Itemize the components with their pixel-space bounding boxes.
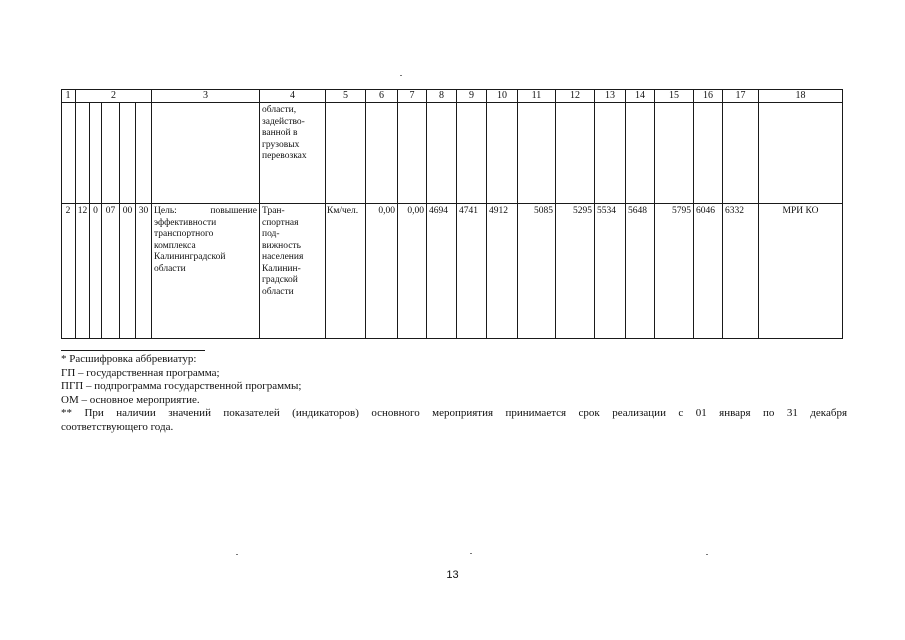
header-cell-8: 8 [427, 89, 457, 103]
scan-speck [236, 554, 238, 555]
r2-value-cell-14: 5648 [626, 204, 655, 339]
r1-indicator-cell: области, задейство- ванной в грузовых перевозках [260, 103, 326, 204]
r2-value-cell-7: 0,00 [398, 204, 427, 339]
header-cell-18: 18 [759, 89, 843, 103]
footnote-pgp: ПГП – подпрограмма государственной программы; [61, 380, 302, 393]
header-cell-2: 2 [76, 89, 152, 103]
r2-value-cell-11: 5085 [518, 204, 556, 339]
r2-value-cell-8: 4694 [427, 204, 457, 339]
r1-code-cell-5 [120, 103, 136, 204]
r1-cell-11 [518, 103, 556, 204]
r1-cell-17 [723, 103, 759, 204]
r1-cell-15 [655, 103, 694, 204]
r1-code-cell-4 [102, 103, 120, 204]
r2-code-cell-2: 12 [76, 204, 90, 339]
r2-value-cell-13: 5534 [595, 204, 626, 339]
scan-speck [706, 554, 708, 555]
r2-value-cell-17: 6332 [723, 204, 759, 339]
indicators-table [61, 89, 843, 339]
r1-cell-8 [427, 103, 457, 204]
header-cell-13: 13 [595, 89, 626, 103]
header-cell-7: 7 [398, 89, 427, 103]
footnote-title: * Расшифровка аббревиатур: [61, 353, 197, 365]
r1-cell-5 [326, 103, 366, 204]
r2-code-cell-6: 30 [136, 204, 152, 339]
footnote-period-line2: соответствующего года. [61, 420, 174, 433]
header-cell-4: 4 [260, 89, 326, 103]
r1-code-cell-6 [136, 103, 152, 204]
r2-code-cell-1: 2 [61, 204, 76, 339]
header-cell-10: 10 [487, 89, 518, 103]
r1-cell-16 [694, 103, 723, 204]
footnote-gp: ГП – государственная программа; [61, 366, 220, 379]
header-cell-1: 1 [61, 89, 76, 103]
r2-value-cell-16: 6046 [694, 204, 723, 339]
r1-cell-9 [457, 103, 487, 204]
r2-indicator-cell: Тран- спортная под- вижность населения Калинин- градской области [260, 204, 326, 339]
r1-cell-12 [556, 103, 595, 204]
header-cell-5: 5 [326, 89, 366, 103]
r2-code-cell-3: 0 [90, 204, 102, 339]
r2-code-cell-4: 07 [102, 204, 120, 339]
page-number: 13 [446, 569, 459, 581]
r2-value-cell-15: 5795 [655, 204, 694, 339]
footnote-om: ОМ – основное мероприятие. [61, 393, 200, 406]
r1-code-cell-2 [76, 103, 90, 204]
r2-code-cell-5: 00 [120, 204, 136, 339]
r2-unit-cell: Км/чел. [326, 204, 366, 339]
r1-code-cell-1 [61, 103, 76, 204]
r1-cell-13 [595, 103, 626, 204]
footnotes [61, 353, 847, 435]
r2-value-cell-12: 5295 [556, 204, 595, 339]
r1-cell-6 [366, 103, 398, 204]
header-cell-9: 9 [457, 89, 487, 103]
header-cell-3: 3 [152, 89, 260, 103]
r1-cell-10 [487, 103, 518, 204]
footnote-period-line1: ** При наличии значений показателей (индикаторов) основного мероприятия принимается срок реализации с 01 января по 31 декабря [61, 407, 847, 420]
r1-cell-18 [759, 103, 843, 204]
r1-cell-14 [626, 103, 655, 204]
r1-code-cell-3 [90, 103, 102, 204]
r2-value-cell-6: 0,00 [366, 204, 398, 339]
scan-speck [470, 553, 472, 554]
r1-goal-cell [152, 103, 260, 204]
header-cell-14: 14 [626, 89, 655, 103]
header-cell-16: 16 [694, 89, 723, 103]
r2-value-cell-9: 4741 [457, 204, 487, 339]
header-cell-6: 6 [366, 89, 398, 103]
footnote-rule [61, 350, 205, 351]
header-cell-17: 17 [723, 89, 759, 103]
header-cell-12: 12 [556, 89, 595, 103]
r2-value-cell-10: 4912 [487, 204, 518, 339]
r1-cell-7 [398, 103, 427, 204]
scan-speck [400, 75, 402, 76]
header-cell-15: 15 [655, 89, 694, 103]
header-cell-11: 11 [518, 89, 556, 103]
r2-goal-cell: Цель: повышение эффективности транспортного комплекса Калининградской области [152, 204, 260, 339]
r2-responsible-cell: МРИ КО [759, 204, 843, 339]
